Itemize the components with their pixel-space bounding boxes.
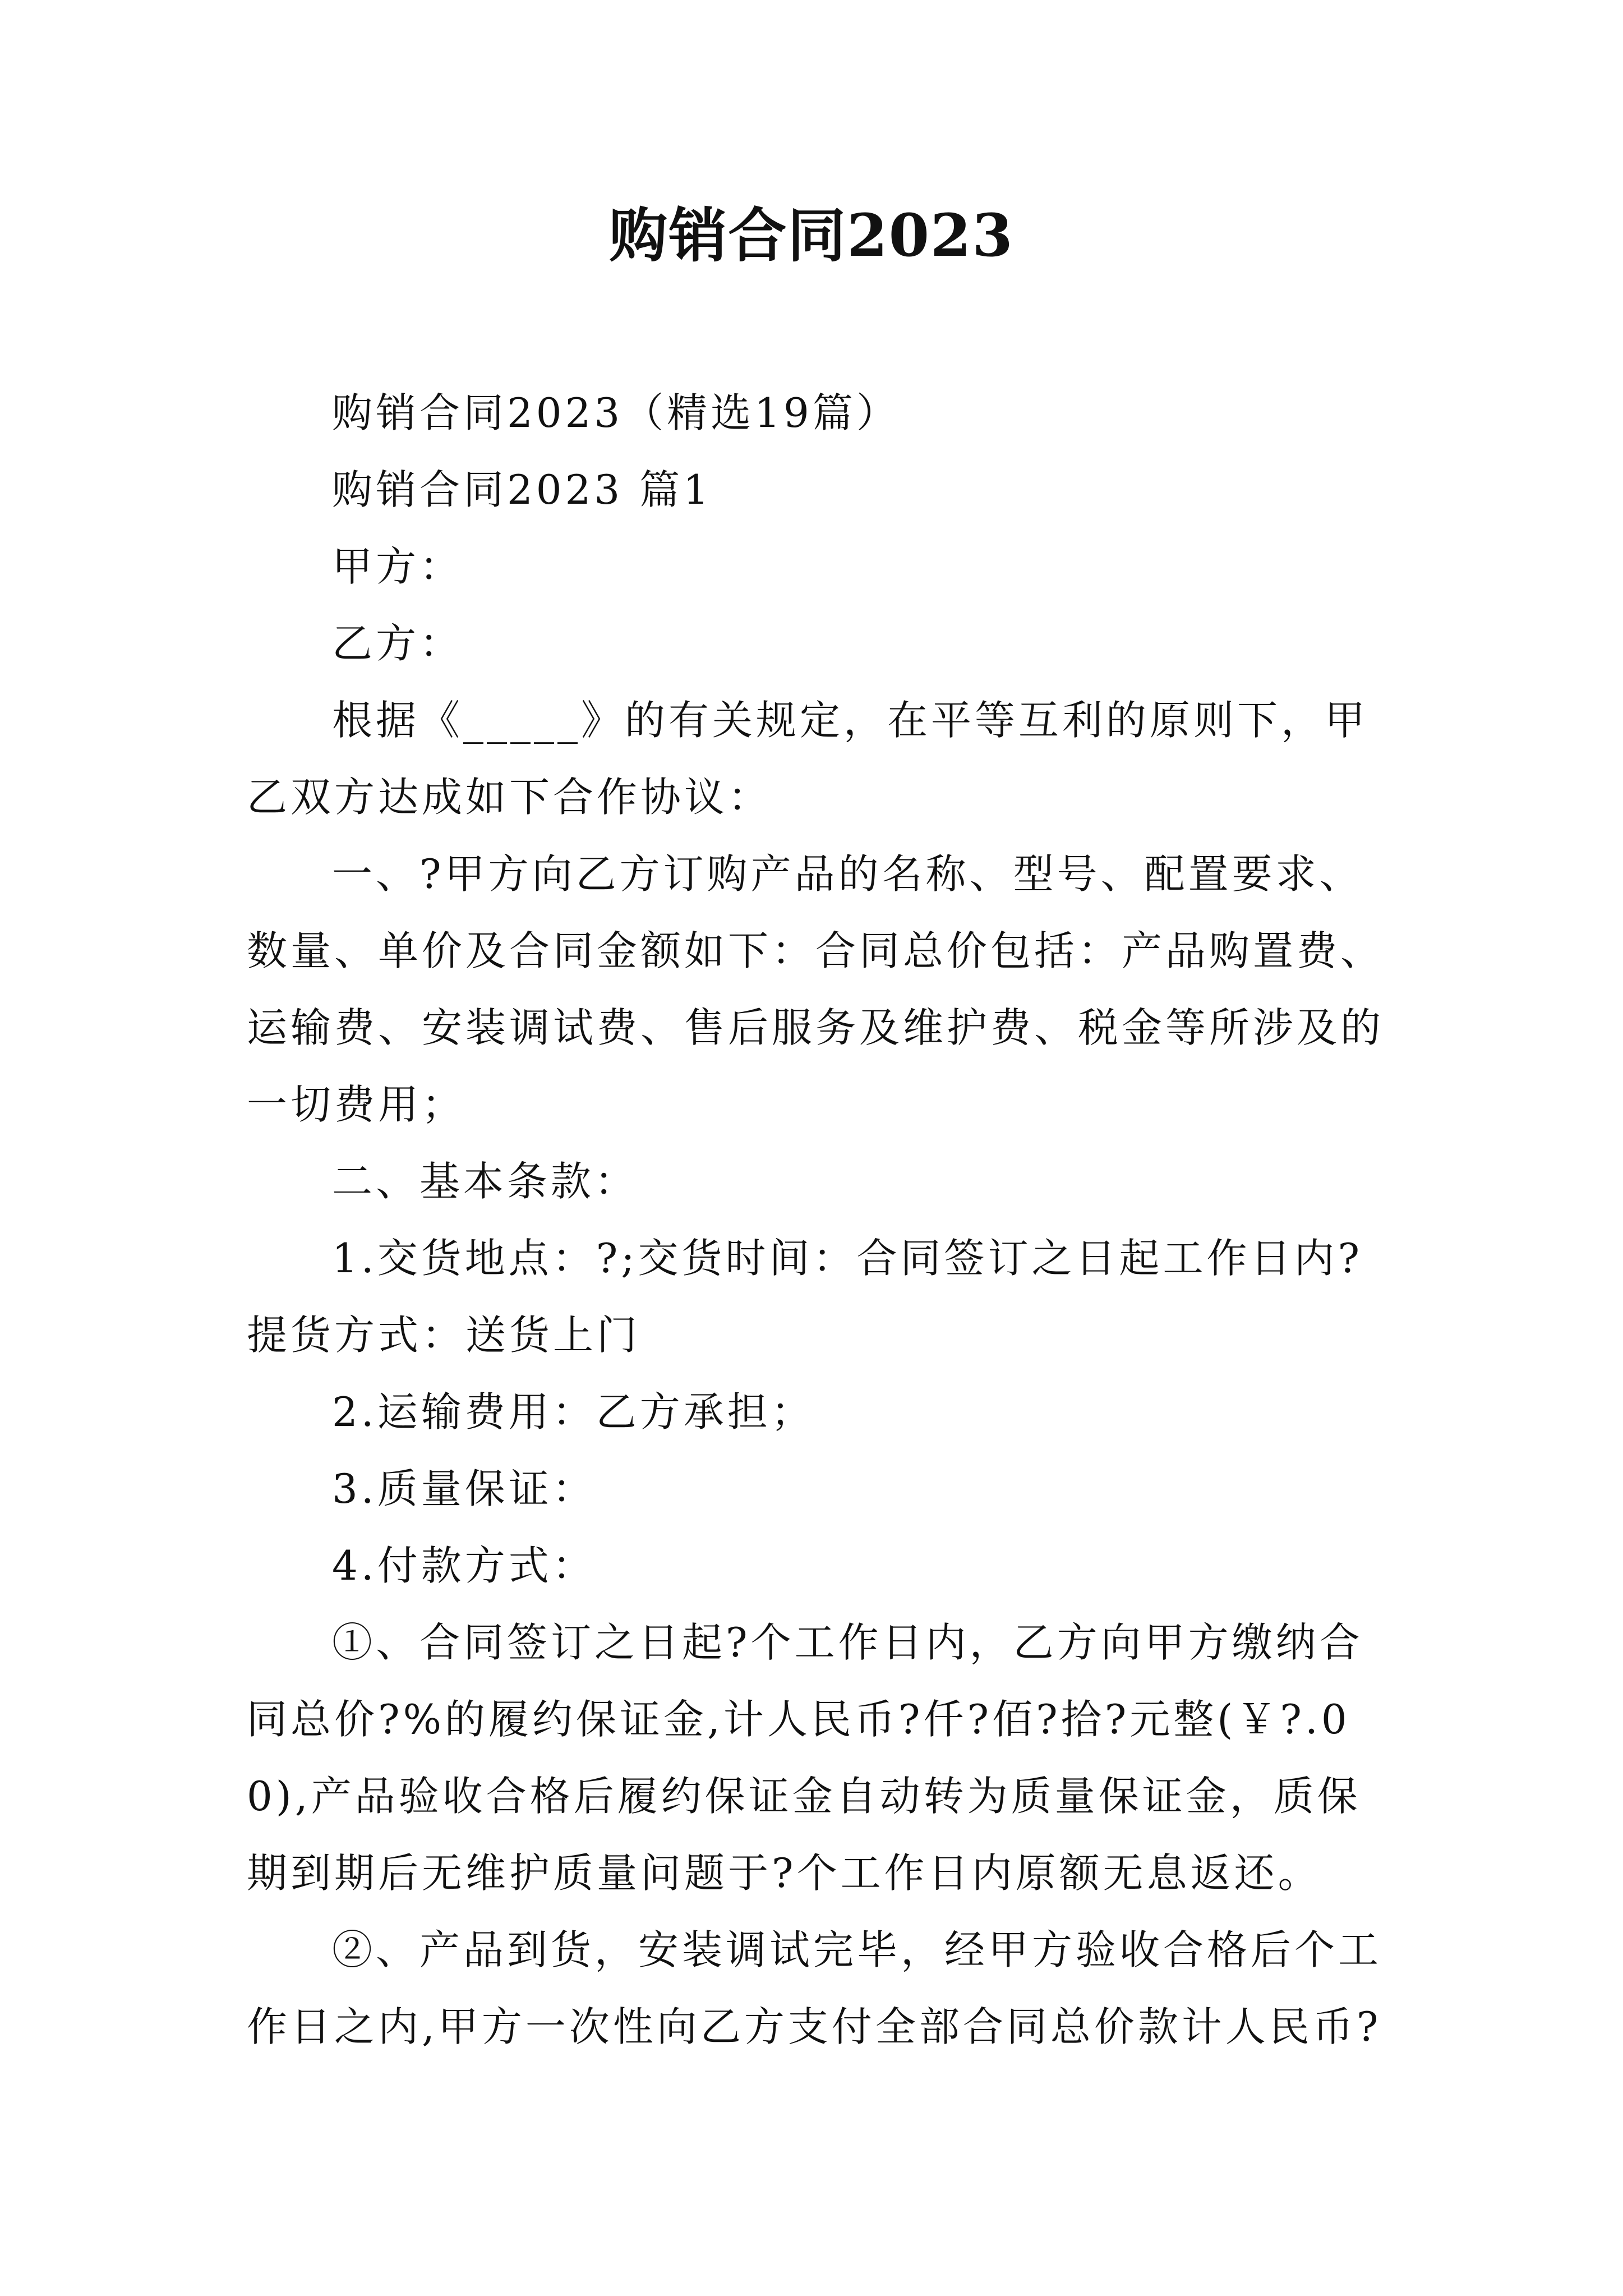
paragraph-transport-cost: 2.运输费用：乙方承担； <box>332 1388 815 1435</box>
document-title: 购销合同2023 <box>609 201 1014 270</box>
paragraph-clause-1: 一、?甲方向乙方订购产品的名称、型号、配置要求、数量、单价及合同金额如下：合同总价包括：产品购置费、运输费、安装调试费、售后服务及维护费、税金等所涉及的一切费用； <box>247 850 1385 1128</box>
paragraph-quality-guarantee: 3.质量保证： <box>332 1465 596 1512</box>
paragraph-payment-item-2: ②、产品到货，安装调试完毕，经甲方验收合格后个工作日之内,甲方一次性向乙方支付全部合同总价款计人民币? <box>247 1926 1382 2050</box>
paragraph-payment-method: 4.付款方式： <box>332 1542 596 1589</box>
paragraph-subtitle: 购销合同2023（精选19篇） <box>332 389 900 436</box>
paragraph-delivery: 1.交货地点：?;交货时间：合同签订之日起工作日内?提货方式：送货上门 <box>247 1235 1363 1359</box>
paragraph-clause-2-heading: 二、基本条款： <box>332 1158 639 1205</box>
paragraph-section-heading: 购销合同2023 篇1 <box>332 466 712 513</box>
paragraph-payment-item-1: ①、合同签订之日起?个工作日内，乙方向甲方缴纳合同总价?%的履约保证金,计人民币?仟?佰?拾?元整(￥?.00),产品验收合格后履约保证金自动转为质量保证金，质保期到期后无维护质量问题于?个工作日内原额无息返还。 <box>247 1619 1363 1897</box>
paragraph-preamble: 根据《_____》的有关规定，在平等互利的原则下，甲乙双方达成如下合作协议： <box>247 697 1369 821</box>
paragraph-party-b: 乙方： <box>332 620 464 667</box>
document-body <box>247 375 1391 2065</box>
paragraph-party-a: 甲方： <box>332 543 464 590</box>
